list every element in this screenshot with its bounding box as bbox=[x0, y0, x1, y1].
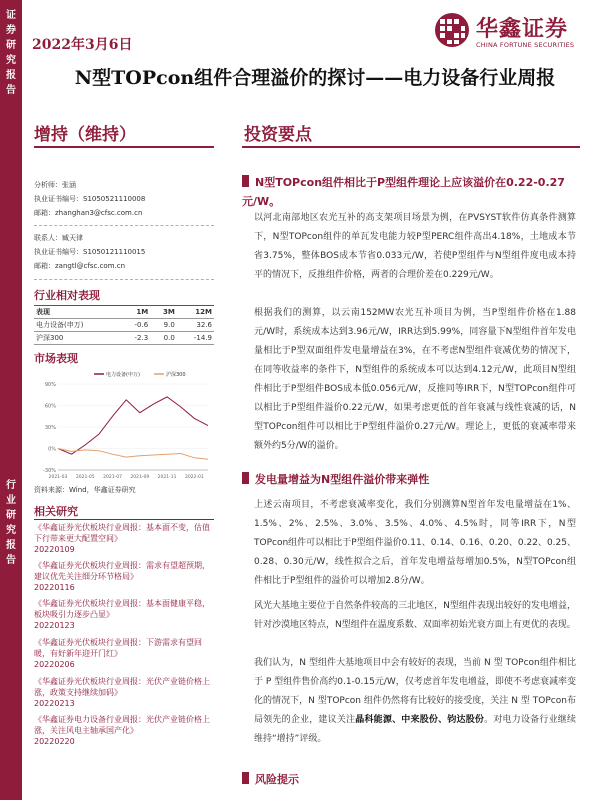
contact-license: 执业证书编号：S1050121110015 bbox=[34, 248, 146, 256]
logo-name-cn: 华鑫证券 bbox=[476, 17, 569, 42]
paragraph-2: 根据我们的测算，以云南152MW农光互补项目为例，当P型组件价格在1.88元/W时，系统成本达到3.96元/W，IRR达到5.99%，同容量下N型组件首年发电量相比于P型双面组件发电量增益在3%，在不考虑N型组件衰减优势的情况下，在同等收益率的条件下，N型组件的系统成本可以达到4.12元/W，此项目N型组件相比于P型组件BOS成本低0.056元/W，反推同等IRR下，N型TOPcon组件可以相比于P型组件溢价0.22元/W，如果考虑更低的首年衰减与线性衰减的话，N型TOPcon组件可以相比于P型组件溢价0.27元/W。理论上，更低的衰减率带来额外约5分/W的溢价。 bbox=[254, 308, 576, 451]
section-heading-1: N型TOPcon组件相比于P型组件理论上应该溢价在0.22-0.27元/W。 bbox=[242, 176, 565, 208]
analyst-info bbox=[34, 178, 214, 220]
related-item[interactable]: 《华鑫证券光伏板块行业周报：基本面不变，估值下行带来更大配置空间》 bbox=[34, 523, 210, 543]
related-item[interactable]: 《华鑫证券光伏板块行业周报：基本面健康平稳，板块吸引力逐步凸显》 bbox=[34, 599, 210, 619]
y-tick-label: -30% bbox=[43, 468, 56, 474]
contact-info bbox=[34, 231, 214, 273]
perf-title: 行业相对表现 bbox=[34, 289, 100, 302]
y-tick-label: 90% bbox=[44, 382, 56, 388]
divider bbox=[34, 225, 214, 226]
left-brand-sidebar bbox=[0, 0, 22, 800]
related-date: 20220116 bbox=[34, 583, 75, 592]
related-item[interactable]: 《华鑫证券光伏板块行业周报：需求有望超预期，建议优先关注细分环节格局》 bbox=[34, 561, 210, 581]
related-date: 20220109 bbox=[34, 545, 75, 554]
investment-heading: 投资要点 bbox=[244, 125, 312, 145]
paragraph-3: 上述云南项目，不考虑衰减率变化，我们分别测算N型首年发电量增益在1%、1.5%、2%、2.5%、3.0%、3.5%、4.0%、4.5%时，同等IRR下，N型TOPcon组件可以相比于P型组件溢价0.11、0.14、0.16、0.20、0.22、0.25、0.28、0.30元/W，线性拟合之后，首年发电增益每增加0.5%，N型TOPcon组件相比于P型组件的溢价可以增加2.8分/W。 bbox=[254, 500, 576, 586]
section-heading-2: 发电量增益为N型组件溢价带来弹性 bbox=[242, 470, 429, 489]
sidebar-label-top: 证 券 研 究 报 告 bbox=[6, 10, 16, 96]
related-item[interactable]: 《华鑫证券光伏板块行业周报：下游需求有望回暖，有好新年迎开门红》 bbox=[34, 638, 202, 658]
x-tick-label: 2021-03 bbox=[48, 475, 68, 480]
related-date: 20220213 bbox=[34, 699, 75, 708]
company-logo bbox=[434, 10, 594, 52]
rating-label: 增持（维持） bbox=[34, 125, 136, 145]
heading-marker-icon bbox=[242, 472, 249, 484]
paragraph-1: 以河北南部地区农光互补的高支架项目场景为例，在PVSYST软件仿真条件测算下，N型TOPcon组件的单瓦发电能力较P型PERC组件高出4.18%，土地成本节省3.75%，整体BOS成本节省0.033元/W，若使P型组件与N型组件度电成本持平的情况下，反推组件价格，两者的合理价差在0.229元/W。 bbox=[254, 213, 576, 280]
related-item[interactable]: 《华鑫证券光伏板块行业周报：光伏产业链价格上涨，政策支持继续加码》 bbox=[34, 677, 210, 697]
logo-mark-icon bbox=[434, 12, 470, 48]
market-title: 市场表现 bbox=[34, 352, 78, 365]
y-tick-label: 0% bbox=[48, 446, 56, 453]
logo-name-en: CHINA FORTUNE SECURITIES bbox=[476, 41, 575, 49]
chart-source: 资料来源：Wind，华鑫证券研究 bbox=[34, 486, 136, 494]
y-tick-label: 60% bbox=[44, 403, 56, 410]
x-tick-label: 2021-11 bbox=[157, 475, 177, 480]
related-date: 20220220 bbox=[34, 737, 75, 746]
analyst-name: 分析师：张涵 bbox=[34, 181, 76, 189]
table-row: 沪深300 -2.3 0.0 -14.9 bbox=[34, 332, 214, 345]
related-item[interactable]: 《华鑫证券电力设备行业周报：光伏产业链价格上涨，关注风电主轴承国产化》 bbox=[34, 715, 210, 735]
x-tick-label: 2021-07 bbox=[103, 475, 122, 480]
related-title: 相关研究 bbox=[34, 505, 78, 518]
table-header-row: 表现 1M 3M 12M bbox=[34, 306, 214, 319]
related-date: 20220206 bbox=[34, 660, 75, 669]
rating-underline bbox=[34, 146, 214, 148]
heading-marker-icon bbox=[242, 772, 249, 784]
series-line-1 bbox=[58, 449, 208, 460]
x-tick-label: 2022-01 bbox=[184, 475, 204, 480]
sidebar-label-bottom: 行 业 研 究 报 告 bbox=[6, 480, 16, 566]
investment-underline bbox=[242, 146, 580, 148]
report-title: N型TOPcon组件合理溢价的探讨——电力设备行业周报 bbox=[74, 67, 556, 89]
y-tick-label: 30% bbox=[44, 425, 56, 431]
x-tick-label: 2021-05 bbox=[75, 475, 95, 480]
paragraph-4: 风光大基地主要位于自然条件较高的三北地区，N型组件表现出较好的发电增益，针对沙漠地区特点，N型组件在温度系数、双面率初始光衰方面上有更优的表现。 bbox=[254, 601, 576, 630]
related-underline bbox=[34, 519, 214, 520]
market-performance-chart bbox=[34, 366, 214, 484]
report-date: 2022年3月6日 bbox=[32, 37, 133, 53]
divider bbox=[34, 279, 214, 280]
paragraph-5: 我们认为，N 型组件大基地项目中会有较好的表现，当前 N 型 TOPcon组件相比于 P 型组件售价高约0.1-0.15元/W，仅考虑首年发电增益，即使不考虑衰减率变化的情况下，N 型TOPcon 组件仍然将有比较好的接受度，关注 N 型 TOPcon布局领先的企业，建议关注晶科能源、中来股份、钧达股份。对电力设备行业继续维持“增持”评级。 bbox=[254, 658, 576, 744]
x-tick-label: 2021-09 bbox=[130, 475, 150, 480]
analyst-license: 执业证书编号：S1050521110008 bbox=[34, 195, 146, 203]
legend-label: 沪深300 bbox=[166, 372, 186, 378]
table-row: 电力设备(申万) -0.6 9.0 32.6 bbox=[34, 319, 214, 332]
contact-email: 邮箱：zangtl@cfsc.com.cn bbox=[34, 262, 126, 270]
contact-name: 联系人：臧天律 bbox=[34, 234, 83, 242]
legend-label: 电力设备(申万) bbox=[106, 372, 140, 378]
analyst-email: 邮箱：zhanghan3@cfsc.com.cn bbox=[34, 209, 143, 217]
heading-marker-icon bbox=[242, 175, 249, 187]
perf-table bbox=[34, 305, 214, 345]
related-date: 20220123 bbox=[34, 621, 75, 630]
section-heading-3: 风险提示 bbox=[242, 770, 299, 789]
